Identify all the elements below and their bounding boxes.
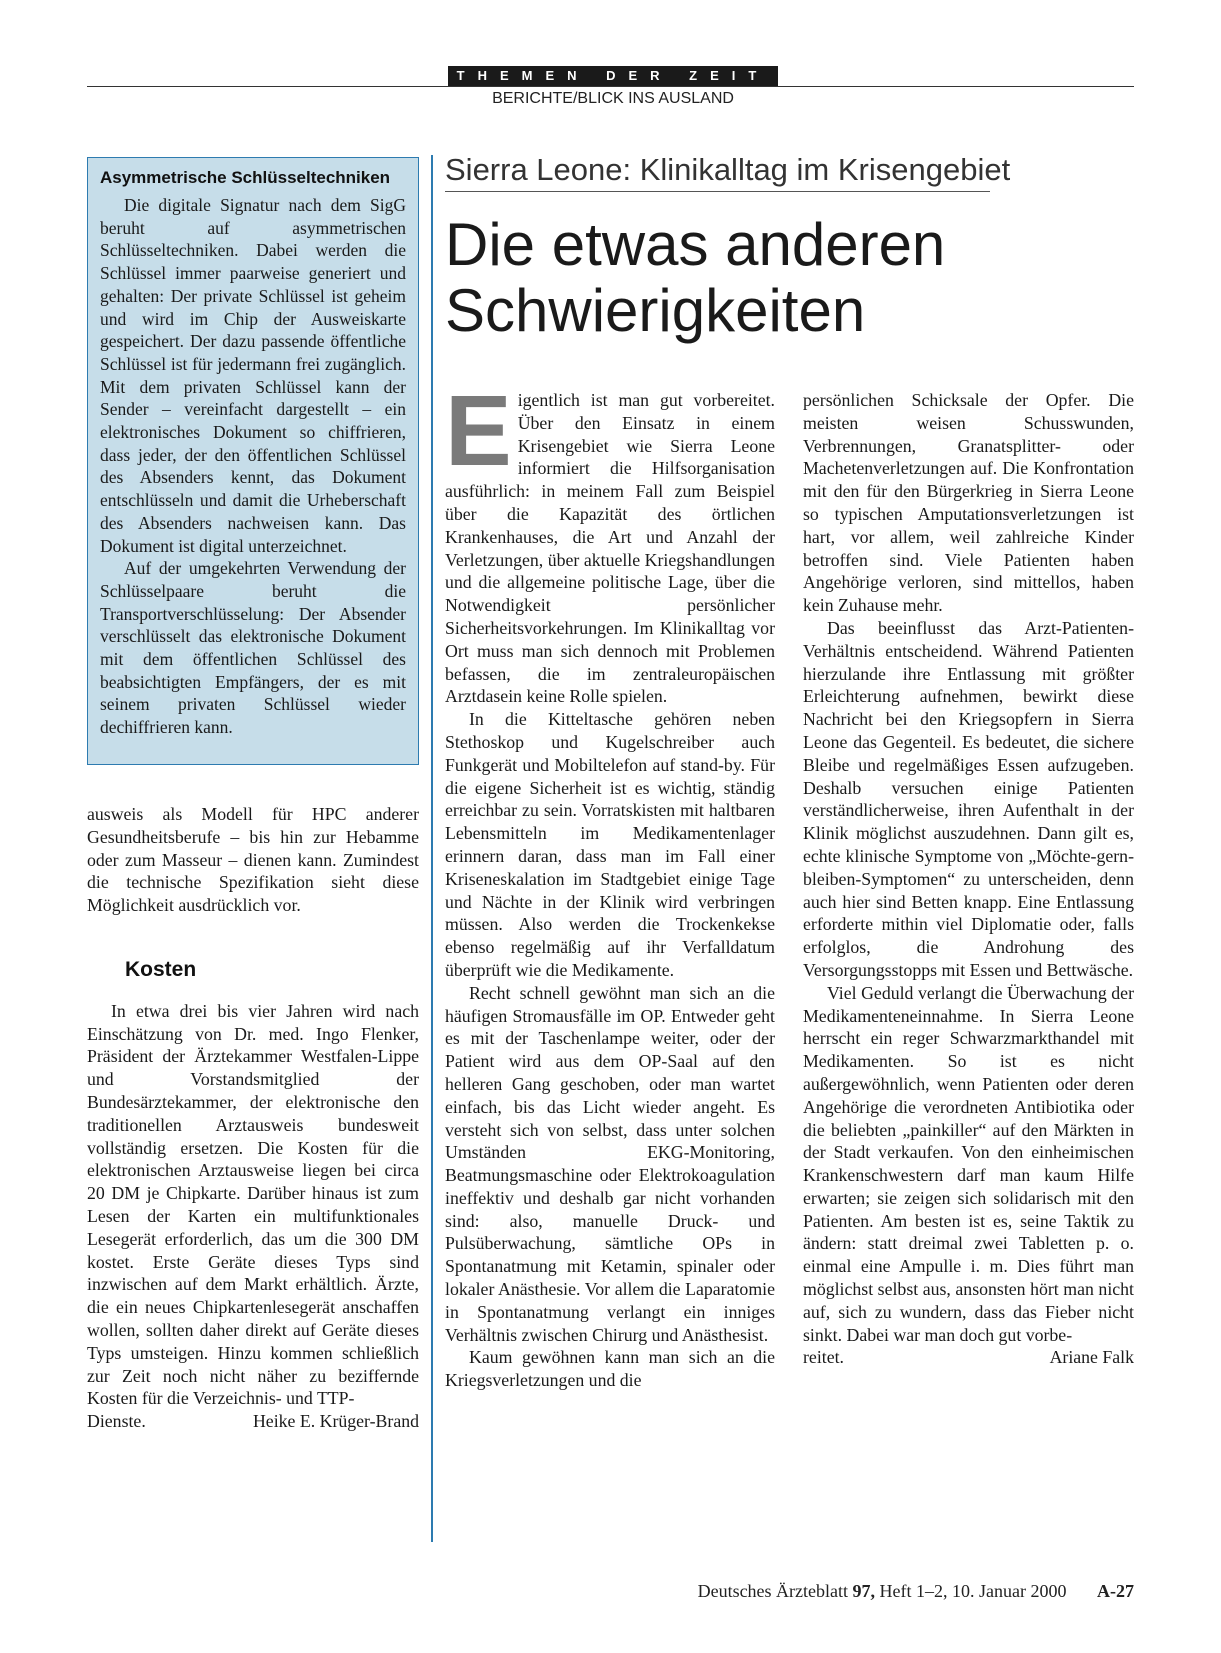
- info-box: [87, 157, 419, 765]
- info-box-title: Asymmetrische Schlüsseltechniken: [100, 168, 391, 187]
- subsection-header: BERICHTE/BLICK INS AUSLAND: [492, 90, 734, 107]
- article-paragraph: Kaum gewöhnen kann man sich an die Kriegsverletzungen und die: [445, 1347, 775, 1391]
- info-box-paragraph: Auf der umgekehrten Verwendung der Schlüsselpaare beruht die Transportverschlüsselung: Der Absender verschlüsselt das elektronische Dokument mit dem öffentlichen Schlüssel des beabsichtigten Empfängers, der es mit seinem privaten Schlüssel wieder dechiffrieren kann.: [100, 558, 406, 738]
- left-article-body: In etwa drei bis vier Jahren wird nach Einschätzung von Dr. med. Ingo Flenker, Präsident der Ärztekammer Westfalen-Lippe und Vorstandsmitglied der Bundesärztekammer, der elektronische den traditionellen Arztausweis bundesweit vollständig ersetzen. Die Kosten für die elektronischen Arztausweise liegen bei circa 20 DM je Chipkarte. Darüber hinaus ist zum Lesen der Karten ein multifunktionales Lesegerät erforderlich, das um die 300 DM kostet. Erste Geräte dieses Typs sind inzwischen auf dem Markt erhältlich. Ärzte, die ein neues Chipkartenlesegerät anschaffen wollen, sollten daher direkt auf Geräte dieses Typs umsteigen. Hinzu kommen schließlich zur Zeit noch nicht näher zu beziffernde Kosten für die Verzeichnis- und TTP-: [87, 1000, 419, 1409]
- article-paragraph: Eigentlich ist man gut vorbereitet. Über den Einsatz in einem Krisengebiet wie Sierra Leone informiert die Hilfsorganisation ausführlich: in meinem Fall zum Beispiel über die Kapazität des örtlichen Krankenhauses, die Art und Anzahl der Verletzungen, über aktuelle Kriegshandlungen und die allgemeine politische Lage, über die Notwendigkeit persönlicher Sicherheitsvorkehrungen. Im Klinikalltag vor Ort muss man sich dennoch mit Problemen befassen, die im zentraleuropäischen Arztdasein keine Rolle spielen.: [445, 375, 775, 707]
- main-article-last-line: reitet.: [803, 1347, 844, 1368]
- info-box-paragraph: Die digitale Signatur nach dem SigG beruht auf asymmetrischen Schlüsseltechniken. Dabei werden die Schlüssel immer paarweise generiert und gehalten: Der private Schlüssel ist geheim und wird im Chip der Ausweiskarte gespeichert. Der dazu passende öffentliche Schlüssel ist für jedermann frei zugänglich. Mit dem privaten Schlüssel kann der Sender – vereinfacht dargestellt – ein elektronisches Dokument so chiffrieren, dass jeder, der den öffentlichen Schlüssel des Absenders kennt, das Dokument entschlüsseln und damit die Urheberschaft des Absenders nachweisen kann. Das Dokument ist digital unterzeichnet.: [100, 195, 406, 556]
- article-paragraph: Viel Geduld verlangt die Überwachung der Medikamenteneinnahme. In Sierra Leone herrscht ein reger Schwarzmarkthandel mit Medikamenten. So ist es nicht außergewöhnlich, wenn Patienten oder deren Angehörige die verordneten Antibiotika oder die beliebten „painkiller“ auf den Märkten in der Stadt verkaufen. Von den einheimischen Krankenschwestern darf man kaum Hilfe erwarten; sie zeigen sich solidarisch mit den Patienten. Am besten ist es, seine Taktik zu ändern: statt dreimal zwei Tabletten p. o. einmal eine Ampulle i. m. Dies führt man möglichst selbst aus, ansonsten hört man nicht auf, sich zu wundern, dass das Fieber nicht sinkt. Dabei war man doch gut vorbe-: [803, 982, 1134, 1345]
- main-article-column-2: [803, 389, 1134, 1369]
- title-line: Schwierigkeiten: [445, 277, 866, 344]
- article-title: [445, 212, 1005, 344]
- article-kicker: Sierra Leone: Klinikalltag im Krisengebiet: [445, 152, 990, 192]
- article-paragraph: In die Kitteltasche gehören neben Stethoskop und Kugelschreiber auch Funkgerät und Mobiltelefon auf stand-by. Für die eigene Sicherheit ist es wichtig, ständig erreichbar zu sein. Vorratskisten mit haltbaren Lebensmitteln im Medikamentenlager erinnern daran, dass man im Fall einer Kriseneskalation im Stadtgebiet einige Tage und Nächte in der Klinik wird verbringen müssen. Also werden die Trockenkekse ebenso regelmäßig auf ihr Verfalldatum überprüft wie die Medikamente.: [445, 709, 775, 980]
- main-article-signature: [803, 1346, 1134, 1369]
- journal-volume: 97,: [852, 1581, 876, 1601]
- article-paragraph: Das beeinflusst das Arzt-Patienten-Verhältnis entscheidend. Während Patienten hierzulande ihre Entlassung mit größter Erleichterung aufnehmen, bewirkt diese Nachricht bei den Kriegsopfern in Sierra Leone das Gegenteil. Es bedeutet, die sichere Bleibe und regelmäßiges Essen aufzugeben. Deshalb versuchen einige Patienten verständlicherweise, ihren Aufenthalt in der Klinik möglichst auszudehnen. Dann gilt es, echte klinische Symptome von „Möchte-gern-bleiben-Symptomen“ zu unterscheiden, denn auch hier sind Betten knapp. Eine Entlassung erforderte mithin viel Diplomatie oder, falls erfolglos, die Androhung des Versorgungsstopps mit Essen und Bettwäsche.: [803, 617, 1134, 980]
- left-article-last-line: Dienste.: [87, 1411, 146, 1432]
- article-paragraph: persönlichen Schicksale der Opfer. Die meisten weisen Schusswunden, Verbrennungen, Granatsplitter- oder Machetenverletzungen auf. Die Konfrontation mit den für den Bürgerkrieg in Sierra Leone so typischen Amputationsverletzungen ist hart, vor allem, weil zahlreiche Kinder betroffen sind. Viele Patienten haben Angehörige verloren, sind mittellos, haben kein Zuhause mehr.: [803, 390, 1134, 616]
- author-name: Heike E. Krüger-Brand: [252, 1411, 419, 1432]
- page-footer: [440, 1581, 1134, 1602]
- left-article-column: [87, 803, 419, 1433]
- drop-cap: E: [445, 375, 512, 487]
- subheading-kosten: Kosten: [125, 957, 197, 981]
- main-article-column-1: [445, 375, 775, 1392]
- journal-name: Deutsches Ärzteblatt: [697, 1581, 849, 1601]
- column-divider: [431, 155, 433, 1542]
- page-number: A-27: [1097, 1581, 1134, 1601]
- left-article-signature: [87, 1410, 419, 1433]
- author-name: Ariane Falk: [1049, 1347, 1134, 1368]
- header-rule: [87, 86, 1134, 87]
- title-line: Die etwas anderen: [445, 211, 946, 278]
- left-article-continuation: ausweis als Modell für HPC anderer Gesundheitsberufe – bis hin zur Hebamme oder zum Masseur – dienen kann. Zumindest die technische Spezifikation sieht diese Möglichkeit ausdrücklich vor.: [87, 804, 419, 916]
- journal-issue: Heft 1–2, 10. Januar 2000: [879, 1581, 1067, 1601]
- section-header: THEMEN DER ZEIT: [448, 66, 778, 86]
- article-paragraph: Recht schnell gewöhnt man sich an die häufigen Stromausfälle im OP. Entweder geht es mit der Taschenlampe weiter, oder der Patient wird aus dem OP-Saal auf den helleren Gang geschoben, oder man wartet einfach, bis das Licht wieder angeht. Es versteht sich von selbst, dass unter solchen Umständen EKG-Monitoring, Beatmungsmaschine oder Elektrokoagulation ineffektiv und deshalb gar nicht vorhanden sind: also, manuelle Druck- und Pulsüberwachung, sämtliche OPs in Spontanatmung mit Ketamin, spinaler oder lokaler Anästhesie. Vor allem die Laparatomie in Spontanatmung verlangt ein inniges Verhältnis zwischen Chirurg und Anästhesist.: [445, 982, 775, 1345]
